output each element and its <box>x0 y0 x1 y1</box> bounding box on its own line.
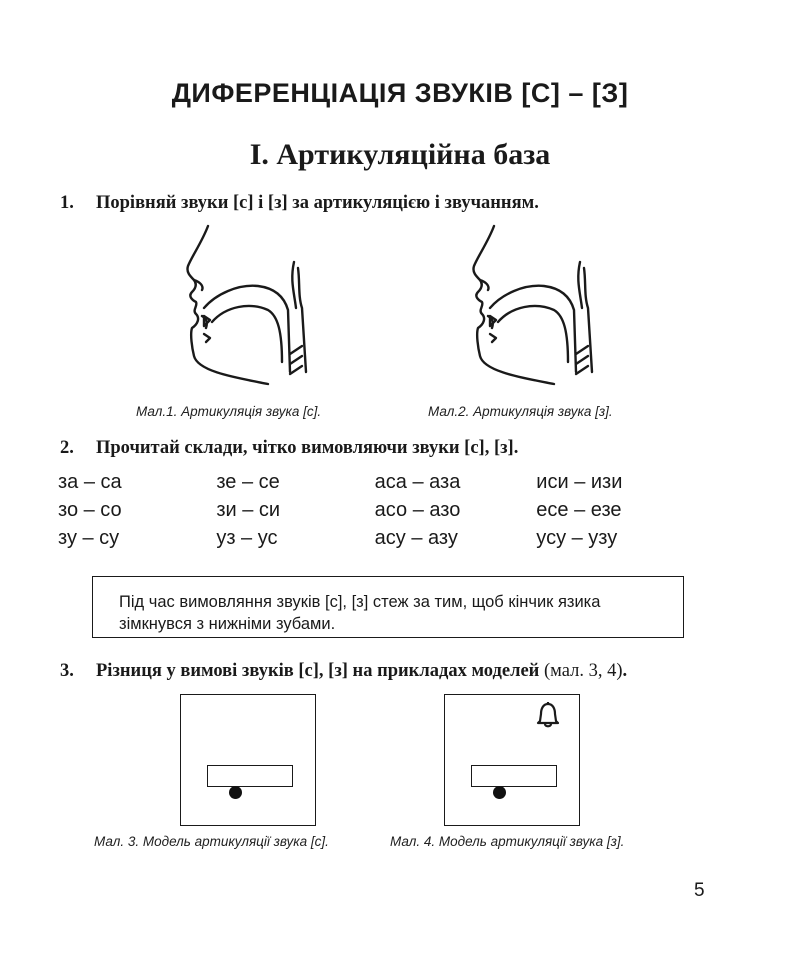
task-3-heading <box>60 661 627 682</box>
page-title: ДИФЕРЕНЦІАЦІЯ ЗВУКІВ [С] – [З] <box>171 78 629 108</box>
figure-2-caption: Мал.2. Артикуляція звука [з]. <box>428 404 613 419</box>
note-box <box>92 576 684 638</box>
syllable-cell: аса – аза <box>374 470 461 493</box>
syllable-cell: асо – азо <box>374 498 461 521</box>
task-2-number: 2. <box>60 438 74 458</box>
articulation-head-icon <box>464 222 614 394</box>
teeth-dot <box>493 786 506 799</box>
teeth-dot <box>229 786 242 799</box>
task-3-ref: (мал. 3, 4) <box>543 661 623 681</box>
syllable-cell: иси – изи <box>536 470 623 493</box>
tongue-bar <box>207 765 293 787</box>
page-number: 5 <box>694 880 705 901</box>
syllable-table <box>58 468 698 552</box>
task-1-text: Порівняй звуки [с] і [з] за артикуляцією і звучанням. <box>96 193 539 213</box>
task-1-heading <box>60 193 539 214</box>
syllable-cell: есе – езе <box>536 498 622 521</box>
figure-1-caption: Мал.1. Артикуляція звука [с]. <box>136 404 322 419</box>
note-line-2: зімкнувся з нижніми зубами. <box>119 615 336 633</box>
syllable-cell: усу – узу <box>536 526 618 549</box>
task-3-text: Різниця у вимові звуків [с], [з] на прикладах моделей <box>96 661 540 681</box>
syllable-cell: зе – се <box>216 470 280 493</box>
table-row <box>58 524 698 552</box>
table-row <box>58 468 698 496</box>
syllable-cell: уз – ус <box>216 526 278 549</box>
syllable-cell: асу – азу <box>374 526 458 549</box>
tongue-bar <box>471 765 557 787</box>
table-row <box>58 496 698 524</box>
syllable-cell: за – са <box>58 470 122 493</box>
model-3-caption: Мал. 3. Модель артикуляції звука [с]. <box>94 834 329 849</box>
section-title: I. Артикуляційна база <box>249 138 551 171</box>
note-line-1: Під час вимовляння звуків [с], [з] стеж за тим, щоб кінчик язика <box>119 593 601 611</box>
syllable-cell: зо – со <box>58 498 122 521</box>
task-1-number: 1. <box>60 193 74 213</box>
articulation-head-icon <box>178 222 328 394</box>
model-4-caption: Мал. 4. Модель артикуляції звука [з]. <box>390 834 625 849</box>
bell-icon <box>535 701 561 729</box>
syllable-cell: зи – си <box>216 498 281 521</box>
task-3-number: 3. <box>60 661 74 681</box>
task-2-text: Прочитай склади, чітко вимовляючи звуки [с], [з]. <box>96 438 519 458</box>
task-3-period: . <box>622 661 628 681</box>
task-2-heading <box>60 438 518 459</box>
model-4-box <box>444 694 580 826</box>
model-3-box <box>180 694 316 826</box>
syllable-cell: зу – су <box>58 526 120 549</box>
